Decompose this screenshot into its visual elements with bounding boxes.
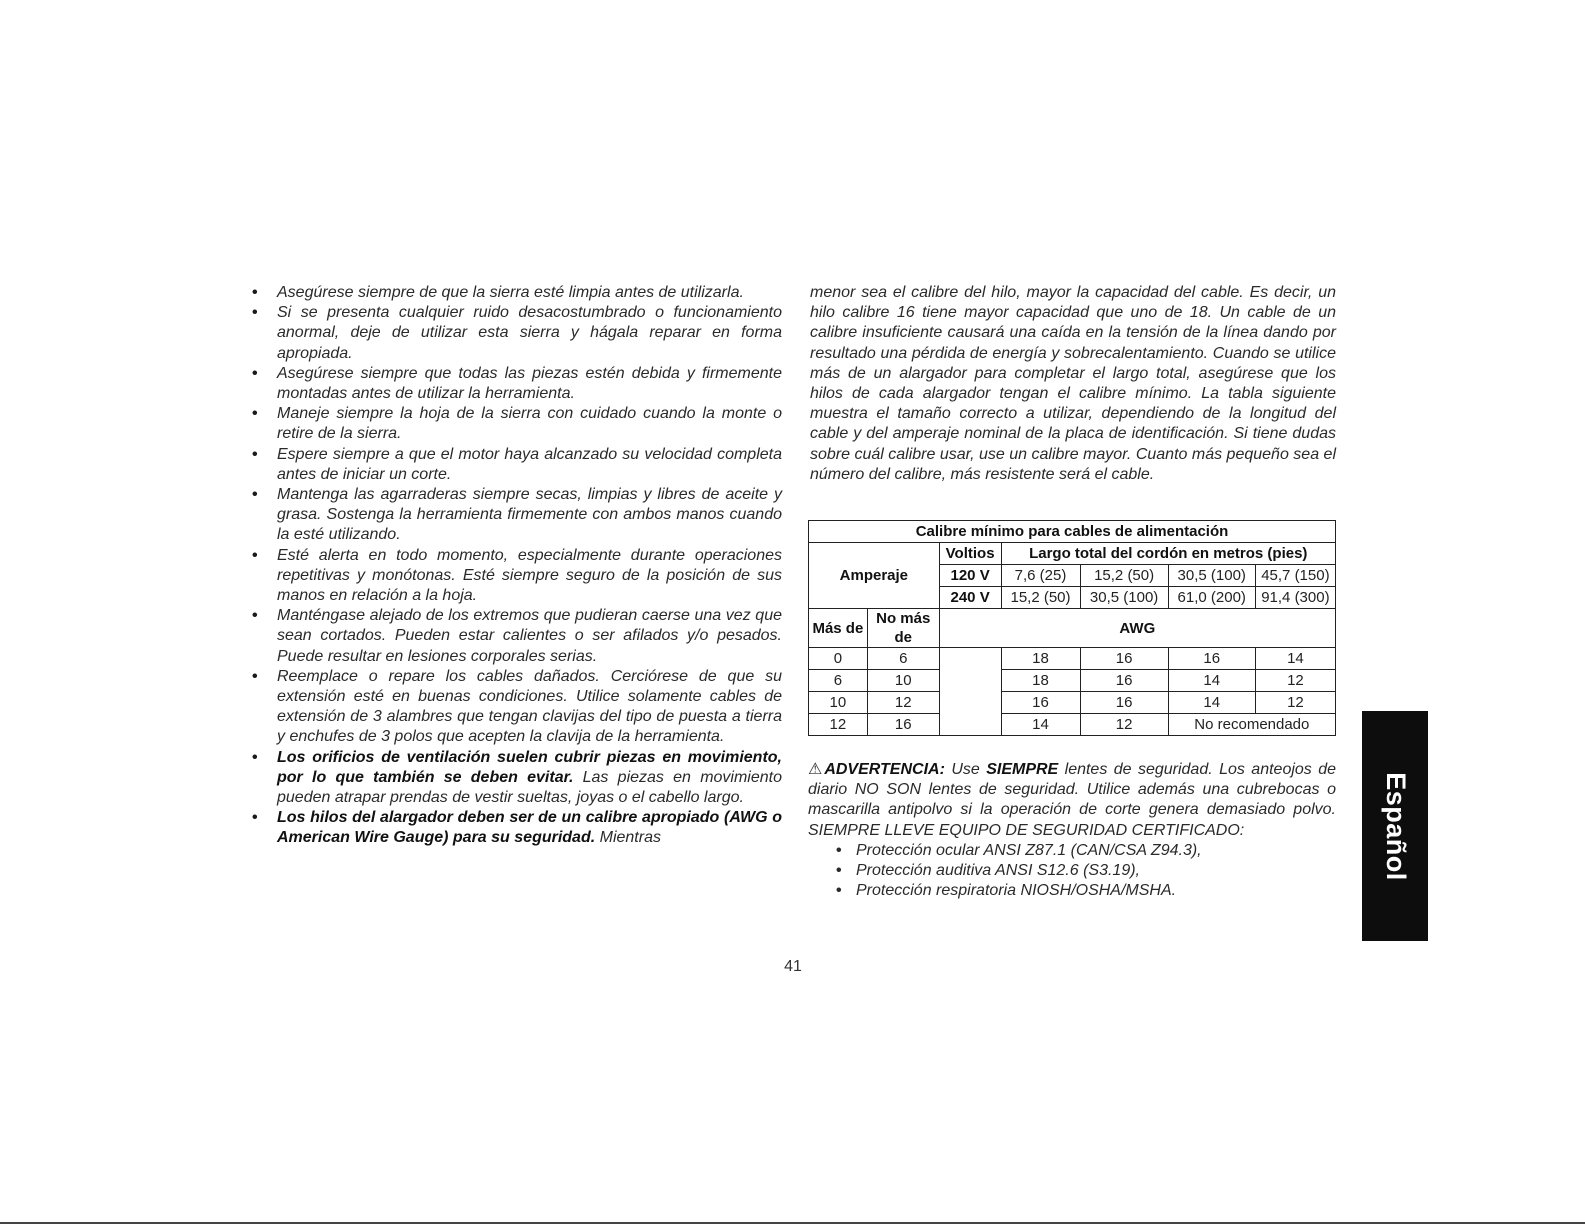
table-cell: 15,2 (50) bbox=[1001, 587, 1080, 609]
table-cell: 30,5 (100) bbox=[1168, 565, 1255, 587]
page-number: 41 bbox=[784, 958, 802, 975]
warning-label: ADVERTENCIA: bbox=[824, 761, 945, 778]
bottom-rule bbox=[0, 1222, 1585, 1224]
table-cell: 14 bbox=[1255, 648, 1335, 670]
table-cell: 12 bbox=[809, 714, 868, 736]
continuation-paragraph: menor sea el calibre del hilo, mayor la capacidad del cable. Es decir, un hilo calibre 16 tiene mayor capacidad que uno de 18. Un cable de un calibre insuficiente causará una caída en la tensión de la línea dando por resultado una pérdida de energía y sobrecalentamiento. Cuando se utilice más de un alargador para completar el largo total, asegúrese que los hilos de cada alargador tengan el calibre mínimo. La tabla siguiente muestra el tamaño correcto a utilizar, dependiendo de la longitud del cable y del amperaje nominal de la placa de identificación. Si tiene dudas sobre cuál calibre usar, use un calibre mayor. Cuanto más pequeño sea el número del calibre, más resistente será el cable. bbox=[810, 284, 1336, 483]
voltios-header: Voltios bbox=[939, 543, 1001, 565]
table-cell: 6 bbox=[867, 648, 939, 670]
list-item: • Protección respiratoria NIOSH/OSHA/MSHA. bbox=[808, 881, 1336, 901]
language-tab bbox=[1362, 711, 1428, 941]
language-tab-label: Español bbox=[1380, 771, 1411, 881]
warning-paragraph: ⚠ADVERTENCIA: Use SIEMPRE lentes de seguridad. Los anteojos de diario NO SON lentes de seguridad. Utilice además una cubrebocas o mascarilla antipolvo si la operación de corte genera demasiado polvo. SIEMPRE LLEVE EQUIPO DE SEGURIDAD CERTIFICADO: bbox=[808, 761, 1336, 839]
safety-bullet-list bbox=[252, 283, 782, 849]
table-row bbox=[809, 670, 1336, 692]
table-cell: 12 bbox=[1255, 692, 1335, 714]
table-cell: 16 bbox=[1168, 648, 1255, 670]
length-header: Largo total del cordón en metros (pies) bbox=[1001, 543, 1336, 565]
warning-triangle-icon: ⚠ bbox=[808, 761, 825, 778]
table-cell: 45,7 (150) bbox=[1255, 565, 1335, 587]
table-cell: 10 bbox=[867, 670, 939, 692]
table-cell: 18 bbox=[1001, 670, 1080, 692]
table-cell: 15,2 (50) bbox=[1080, 565, 1168, 587]
protection-list bbox=[808, 841, 1336, 902]
mas-de-header: Más de bbox=[809, 609, 868, 648]
list-item: • Esté alerta en todo momento, especialmente durante operaciones repetitivas y monótonas. Esté siempre seguro de la posición de sus manos en relación a la hoja. bbox=[252, 546, 782, 607]
table-row bbox=[809, 692, 1336, 714]
amperaje-header: Amperaje bbox=[809, 543, 940, 609]
list-item: • Espere siempre a que el motor haya alcanzado su velocidad completa antes de iniciar un corte. bbox=[252, 445, 782, 485]
list-item: • Reemplace o repare los cables dañados. Cerciórese de que su extensión esté en buenas condiciones. Utilice solamente cables de extensión de 3 alambres que tengan clavijas del tipo de puesta a tierra y enchufes de 3 polos que acepten la clavija de la herramienta. bbox=[252, 667, 782, 748]
list-item: • Los orificios de ventilación suelen cubrir piezas en movimiento, por lo que también se deben evitar. Las piezas en movimiento pueden atrapar prendas de vestir sueltas, joyas o el cabello largo. bbox=[252, 748, 782, 809]
list-item: • Protección auditiva ANSI S12.6 (S3.19), bbox=[808, 861, 1336, 881]
list-item: • Si se presenta cualquier ruido desacostumbrado o funcionamiento anormal, deje de utilizar esta sierra y hágala reparar en forma apropiada. bbox=[252, 303, 782, 364]
table-cell: 16 bbox=[1080, 670, 1168, 692]
empty-cell bbox=[939, 648, 1001, 736]
table-cell: 14 bbox=[1168, 692, 1255, 714]
gauge-table bbox=[808, 520, 1336, 736]
table-cell: 16 bbox=[1080, 692, 1168, 714]
list-item: • Asegúrese siempre de que la sierra esté limpia antes de utilizarla. bbox=[252, 283, 782, 303]
table-row bbox=[809, 714, 1336, 736]
table-title: Calibre mínimo para cables de alimentación bbox=[809, 521, 1336, 543]
list-item: • Los hilos del alargador deben ser de un calibre apropiado (AWG o American Wire Gauge) para su seguridad. Mientras bbox=[252, 808, 782, 848]
list-item: • Asegúrese siempre que todas las piezas estén debida y firmemente montadas antes de utilizar la herramienta. bbox=[252, 364, 782, 404]
table-cell: 10 bbox=[809, 692, 868, 714]
list-item: • Manténgase alejado de los extremos que pudieran caerse una vez que sean cortados. Pueden estar calientes o ser afilados y/o pesados. Puede resultar en lesiones corporales serias. bbox=[252, 606, 782, 667]
right-column bbox=[810, 283, 1336, 485]
table-cell: 6 bbox=[809, 670, 868, 692]
list-item: • Mantenga las agarraderas siempre secas, limpias y libres de aceite y grasa. Sostenga la herramienta firmemente con ambos manos cuando la esté utilizando. bbox=[252, 485, 782, 546]
table-cell: 16 bbox=[1001, 692, 1080, 714]
voltage-120: 120 V bbox=[939, 565, 1001, 587]
table-cell: 18 bbox=[1001, 648, 1080, 670]
awg-header: AWG bbox=[939, 609, 1335, 648]
list-item: • Protección ocular ANSI Z87.1 (CAN/CSA Z94.3), bbox=[808, 841, 1336, 861]
voltage-240: 240 V bbox=[939, 587, 1001, 609]
table-row bbox=[809, 648, 1336, 670]
table-cell: 12 bbox=[867, 692, 939, 714]
table-cell: 91,4 (300) bbox=[1255, 587, 1335, 609]
table-cell: 30,5 (100) bbox=[1080, 587, 1168, 609]
list-item: • Maneje siempre la hoja de la sierra con cuidado cuando la monte o retire de la sierra. bbox=[252, 404, 782, 444]
table-cell: 12 bbox=[1080, 714, 1168, 736]
table-cell: 0 bbox=[809, 648, 868, 670]
warning-block bbox=[808, 760, 1336, 901]
table-cell: 14 bbox=[1001, 714, 1080, 736]
table-cell: 16 bbox=[1080, 648, 1168, 670]
table-cell: 61,0 (200) bbox=[1168, 587, 1255, 609]
not-recommended-cell: No recomendado bbox=[1168, 714, 1335, 736]
table-cell: 14 bbox=[1168, 670, 1255, 692]
table-cell: 16 bbox=[867, 714, 939, 736]
table-cell: 7,6 (25) bbox=[1001, 565, 1080, 587]
left-column bbox=[252, 283, 782, 849]
table-cell: 12 bbox=[1255, 670, 1335, 692]
no-mas-de-header: No más de bbox=[867, 609, 939, 648]
